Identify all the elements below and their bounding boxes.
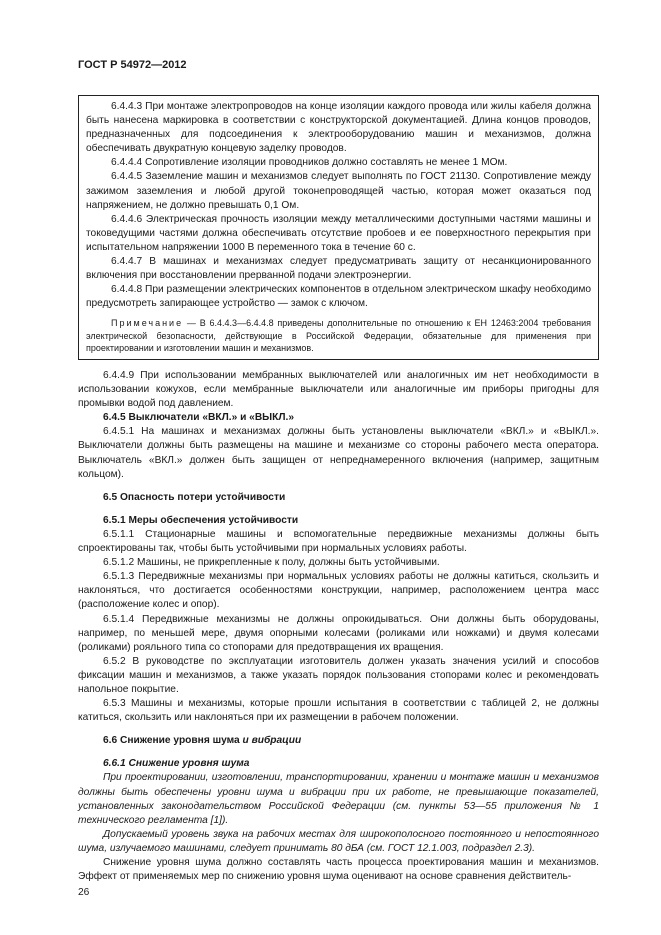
framed-section (78, 95, 599, 360)
heading-651: 6.5.1 Меры обеспечения устойчивости (103, 514, 299, 526)
paragraph-661-2: Допускаемый уровень звука на рабочих местах для широкополосного постоянного и непостоянного шума, излучаемого машинами, следует принимать 80 дБА (см. ГОСТ 12.1.003, подраздел 2.3). (78, 828, 599, 854)
paragraph-6443: 6.4.4.3 При монтаже электропроводов на конце изоляции каждого провода или жилы кабеля должна быть нанесена маркировка в соответствии с конструкторской документацией. Длина концов проводов, предназначенных для подсоединения к электрооборудованию машин и механизмов, должна обеспечивать двукратную концевую заделку проводов. (86, 101, 591, 155)
heading-66-main: 6.6 Снижение уровня шума (103, 735, 243, 747)
heading-645: 6.4.5 Выключатели «ВКЛ.» и «ВЫКЛ.» (103, 412, 295, 424)
paragraph-6444: 6.4.4.4 Сопротивление изоляции проводников должно составлять не менее 1 МОм. (111, 157, 508, 169)
note (86, 317, 591, 354)
paragraph-6447: 6.4.4.7 В машинах и механизмах следует предусматривать защиту от несанкционированного включения при восстановлении прерванной подачи электроэнергии. (86, 256, 591, 282)
paragraph-653: 6.5.3 Машины и механизмы, которые прошли испытания в соответствии с таблицей 2, не должны катиться, скользить или наклоняться при их размещении в рабочем положении. (78, 698, 599, 724)
paragraph-6512: 6.5.1.2 Машины, не прикрепленные к полу, должны быть устойчивыми. (103, 557, 440, 569)
paragraph-6514: 6.5.1.4 Передвижные механизмы не должны опрокидываться. Они должны быть оборудованы, например, по меньшей мере, двумя опорными колесами (роликами или ножками) и двумя колесами (роликами) рояльного типа со стопорами для предотвращения их вращения. (78, 613, 599, 653)
paragraph-6451: 6.4.5.1 На машинах и механизмах должны быть установлены выключатели «ВКЛ.» и «ВЫКЛ.». Выключатели должны быть размещены на машине и механизме со стороны рабочего места оператора. Выключатель «ВКЛ.» должен быть защищен от непреднамеренного включения (например, защитным кольцом). (78, 426, 599, 480)
paragraph-661-1: При проектировании, изготовлении, транспортировании, хранении и монтаже машин и механизмов должны быть обеспечены уровни шума и вибрации при их работе, не превышающие показателей, установленных законодательством Российской Федерации (см. пункты 53—55 приложения № 1 технического регламента [1]). (78, 772, 599, 826)
note-text: — В 6.4.4.3—6.4.4.8 приведены дополнительные по отношению к ЕН 12463:2004 требования электрической безопасности, действующие в Российской Федерации, обязательные для применения при проектировании и изготовлении машин и механизмов. (86, 318, 591, 353)
paragraph-661-3: Снижение уровня шума должно составлять часть процесса проектирования машин и механизмов. Эффект от применяемых мер по снижению уровня шума оценивают на основе сравнения действитель- (78, 857, 599, 883)
paragraph-6511: 6.5.1.1 Стационарные машины и вспомогательные передвижные механизмы должны быть спроектированы так, чтобы быть устойчивыми при нормальных условиях работы. (78, 528, 599, 555)
heading-661: 6.6.1 Снижение уровня шума (103, 758, 250, 770)
document-header: ГОСТ Р 54972—2012 (78, 59, 187, 71)
heading-65: 6.5 Опасность потери устойчивости (103, 491, 286, 503)
paragraph-6513: 6.5.1.3 Передвижные механизмы при нормальных условиях работы не должны катиться, скользить и наклоняться, что достигается особенностями конструкции, например, расположением центра масс (расположение колес и опор). (78, 571, 599, 611)
paragraph-6445: 6.4.4.5 Заземление машин и механизмов следует выполнять по ГОСТ 21130. Сопротивление между зажимом заземления и любой другой токонепроводящей частью, которая может оказаться под напряжением, не должно превышать 0,1 Ом. (86, 171, 591, 211)
heading-66 (78, 734, 599, 748)
note-label: Примечание (111, 318, 184, 329)
paragraph-652: 6.5.2 В руководстве по эксплуатации изготовитель должен указать значения усилий и способов фиксации машин и механизмов, а также указать порядок пользования стопорами колес и рекомендовать напольное покрытие. (78, 655, 599, 695)
paragraph-6446: 6.4.4.6 Электрическая прочность изоляции между металлическими доступными частями машины и токоведущими частями должна обеспечивать отсутствие пробоев и ее поверхностного перекрытия при испытательном напряжении 1000 В переменного тока в течение 60 с. (86, 213, 591, 253)
paragraph-6449: 6.4.4.9 При использовании мембранных выключателей или аналогичных им нет необходимости в использовании кожухов, если мембранные выключатели или аналогичные им приборы пригодны для промывки водой под давлением. (78, 370, 599, 410)
paragraph-6448: 6.4.4.8 При размещении электрических компонентов в отдельном электрическом шкафу необходимо предусмотреть запирающее устройство — замок с ключом. (86, 284, 591, 310)
page-content (78, 95, 599, 900)
page-number: 26 (78, 887, 90, 899)
heading-66-italic: и вибрации (242, 735, 302, 747)
